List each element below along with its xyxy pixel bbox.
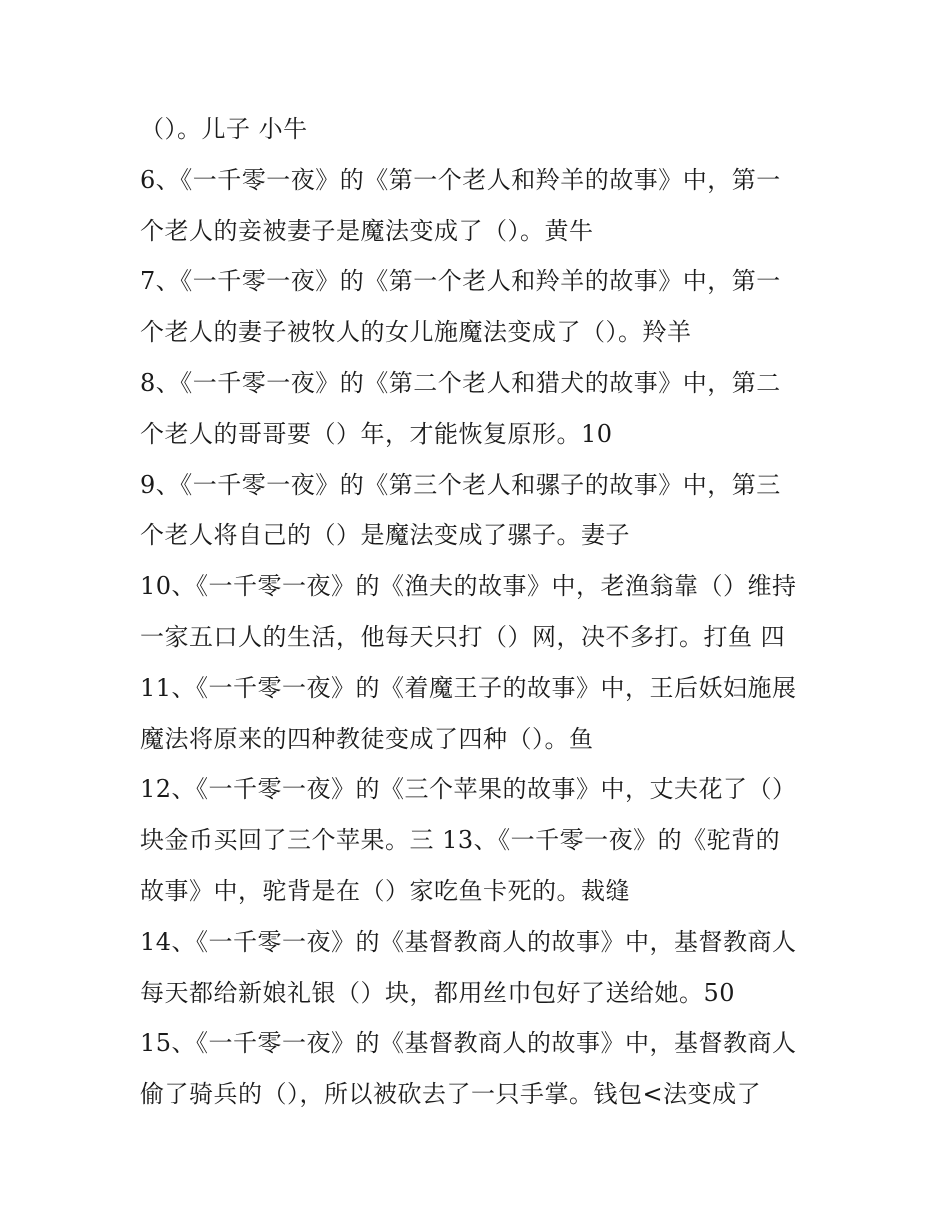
text-line: 14、《一千零一夜》的《基督教商人的故事》中，基督教商人 bbox=[140, 927, 797, 956]
text-line: 个老人的妻子被牧人的女儿施魔法变成了（）。羚羊 bbox=[140, 318, 692, 347]
text-line: （）。儿子 小牛 bbox=[140, 115, 308, 143]
text-line: 个老人的妾被妻子是魔法变成了（）。黄牛 bbox=[140, 216, 594, 245]
text-line: 个老人的哥哥要（）年，才能恢复原形。10 bbox=[140, 419, 613, 448]
text-line: 11、《一千零一夜》的《着魔王子的故事》中，王后妖妇施展 bbox=[140, 673, 797, 702]
document-text bbox=[140, 104, 820, 1120]
text-line: 块金币买回了三个苹果。三 13、《一千零一夜》的《驼背的 bbox=[140, 826, 781, 855]
text-line: 偷了骑兵的（），所以被砍去了一只手掌。钱包<法变成了 bbox=[140, 1080, 762, 1109]
text-line: 10、《一千零一夜》的《渔夫的故事》中，老渔翁靠（）维持 bbox=[140, 572, 797, 601]
text-line: 每天都给新娘礼银（）块，都用丝巾包好了送给她。50 bbox=[140, 978, 736, 1007]
text-line: 故事》中，驼背是在（）家吃鱼卡死的。裁缝 bbox=[140, 876, 630, 905]
text-line: 个老人将自己的（）是魔法变成了骡子。妻子 bbox=[140, 521, 630, 550]
text-line: 15、《一千零一夜》的《基督教商人的故事》中，基督教商人 bbox=[140, 1029, 797, 1058]
text-line: 6、《一千零一夜》的《第一个老人和羚羊的故事》中，第一 bbox=[140, 165, 781, 194]
text-line: 9、《一千零一夜》的《第三个老人和骡子的故事》中，第三 bbox=[140, 470, 781, 499]
text-line: 魔法将原来的四种教徒变成了四种（）。鱼 bbox=[140, 724, 594, 753]
text-line: 8、《一千零一夜》的《第二个老人和猎犬的故事》中，第二 bbox=[140, 368, 781, 397]
text-line: 7、《一千零一夜》的《第一个老人和羚羊的故事》中，第一 bbox=[140, 267, 781, 296]
text-line: 12、《一千零一夜》的《三个苹果的故事》中，丈夫花了（） bbox=[140, 775, 797, 804]
text-line: 一家五口人的生活，他每天只打（）网，决不多打。打鱼 四 bbox=[140, 622, 786, 651]
